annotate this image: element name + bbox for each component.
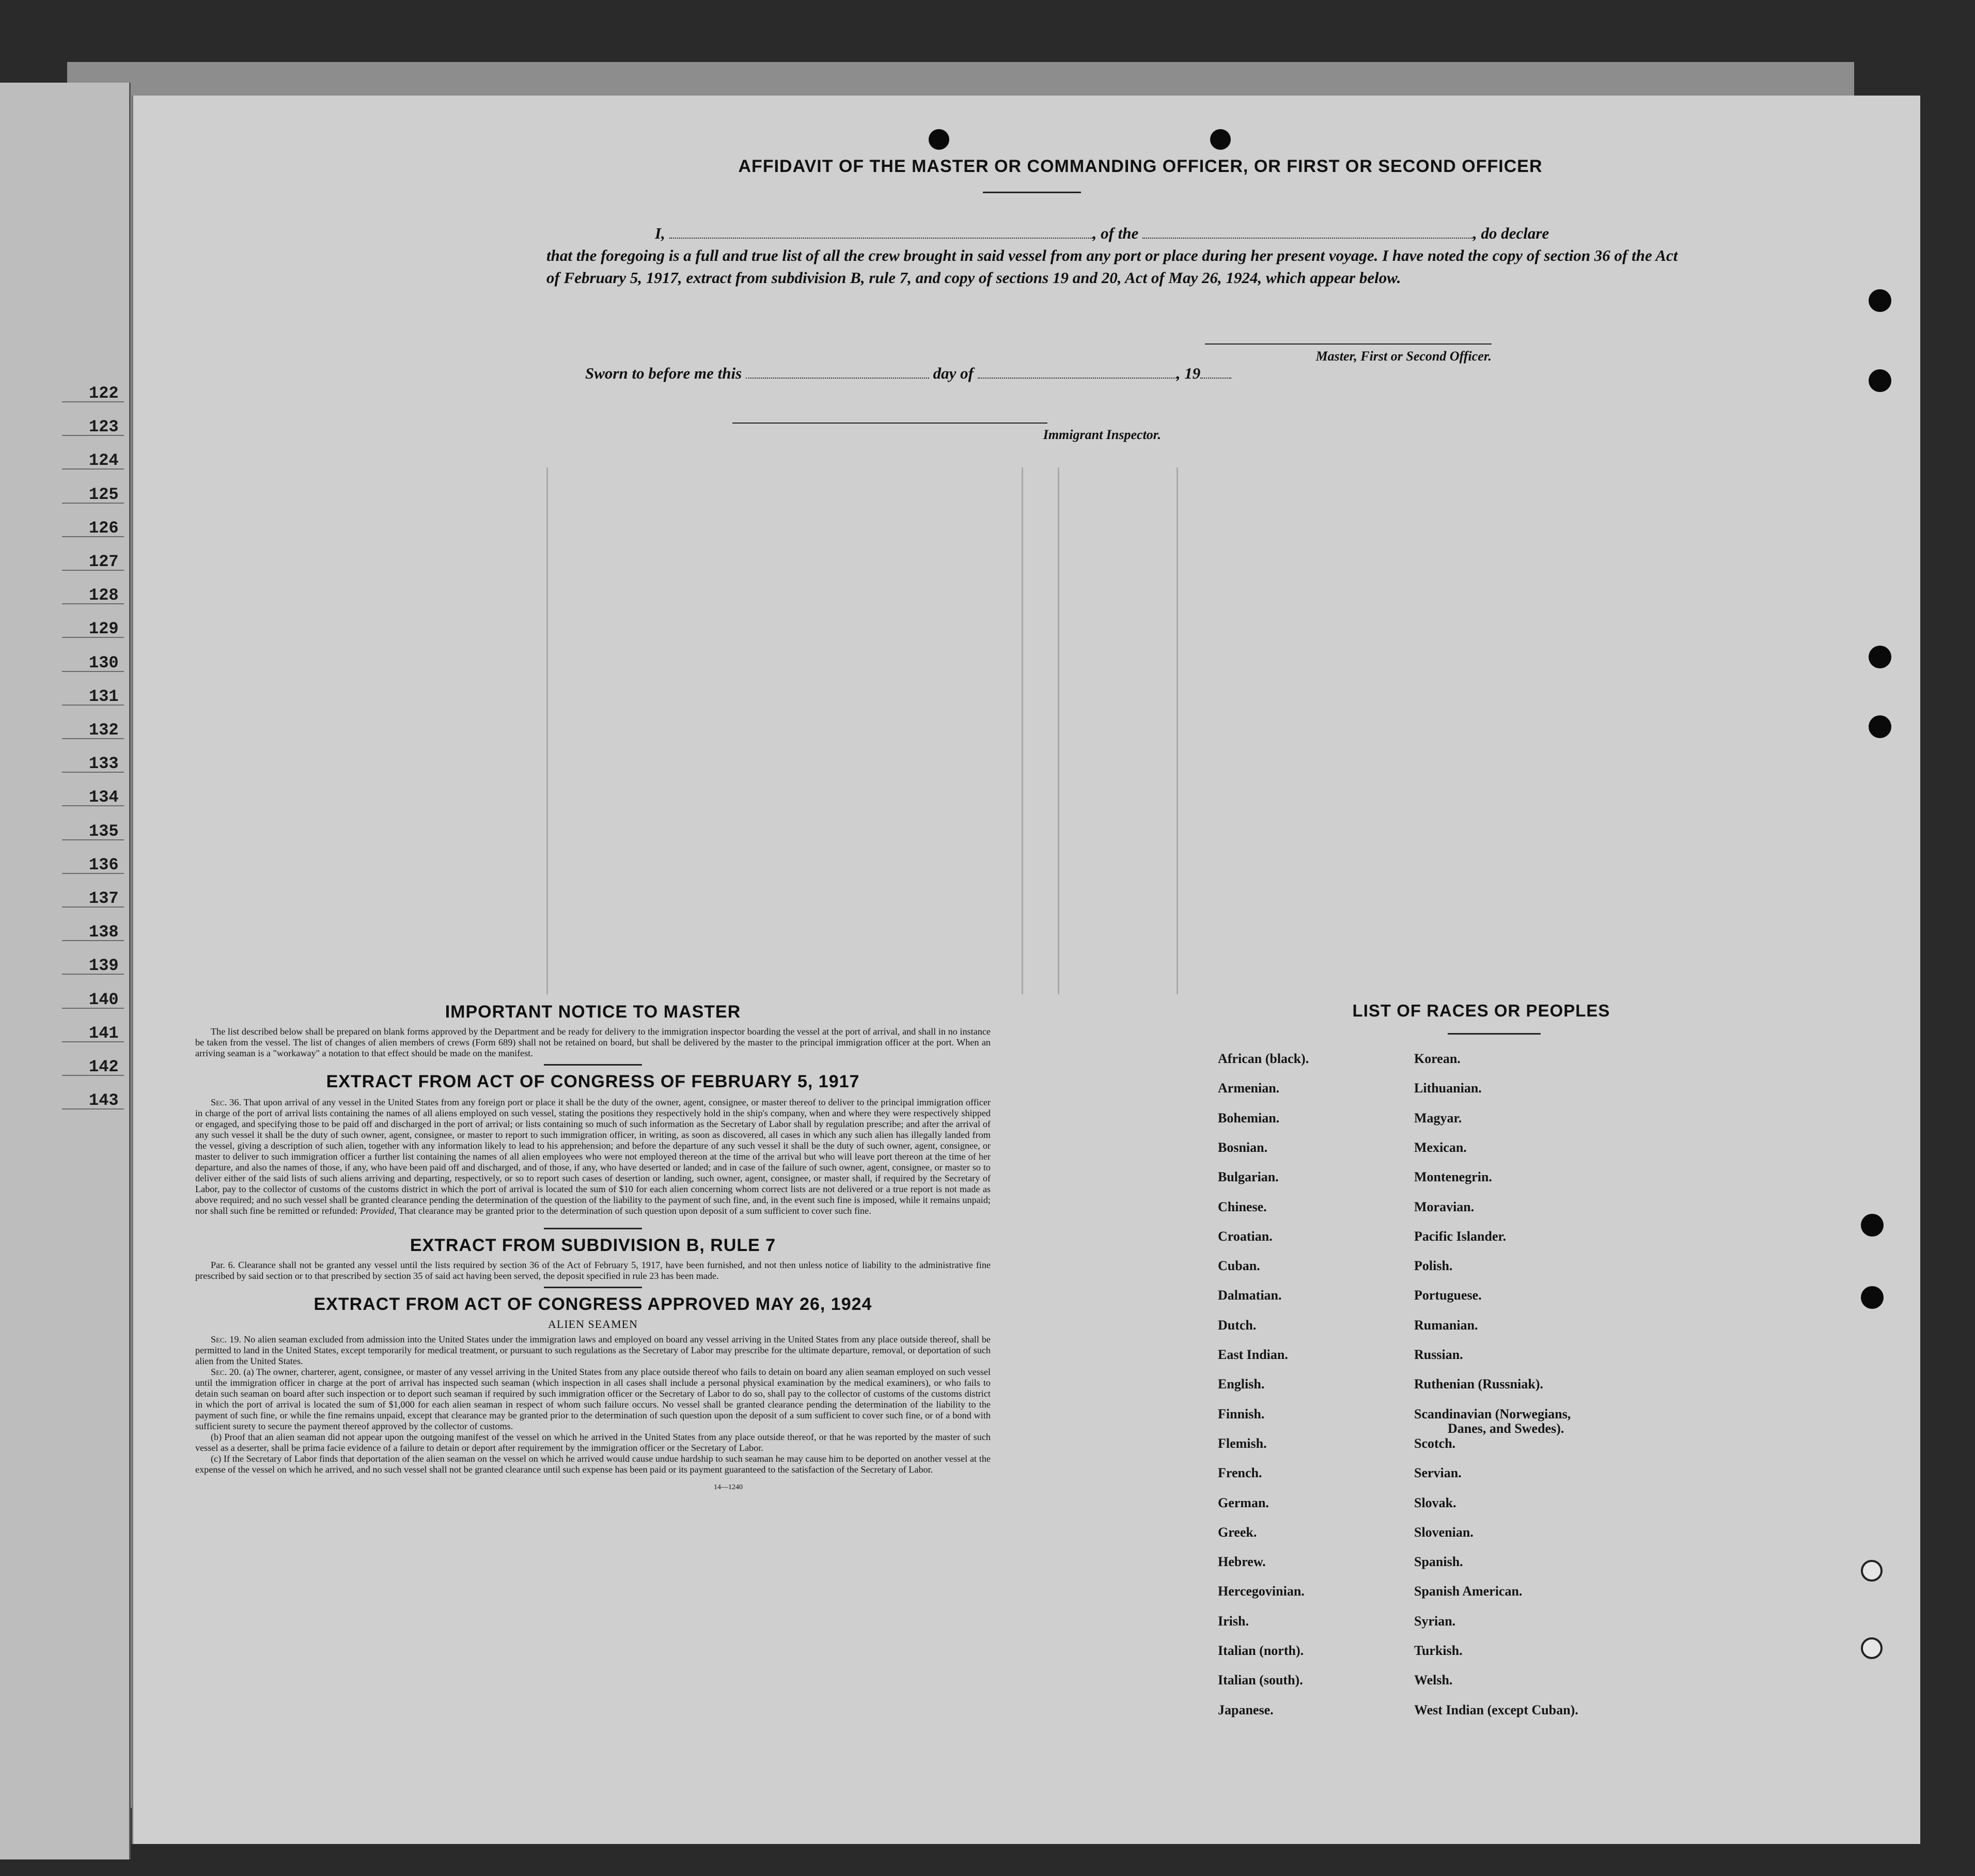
margin-row-number: 134: [89, 788, 119, 807]
race-item: Spanish.: [1414, 1554, 1463, 1570]
race-item: Magyar.: [1414, 1110, 1462, 1125]
sec36-provided: Provided,: [360, 1206, 397, 1216]
race-item: Slovenian.: [1414, 1524, 1474, 1540]
sec36-text: [195, 1097, 991, 1216]
affidavit-declaration: [546, 222, 1693, 289]
race-item: Russian.: [1414, 1347, 1463, 1362]
race-item: Irish.: [1218, 1613, 1249, 1629]
race-item: Danes, and Swedes).: [1448, 1420, 1564, 1436]
notice-section: [195, 1002, 991, 1492]
margin-row-number: 136: [89, 855, 119, 874]
races-title: LIST OF RACES OR PEOPLES: [1352, 1001, 1610, 1020]
margin-row-number: 125: [89, 484, 119, 504]
race-item: Slovak.: [1414, 1495, 1456, 1510]
race-item: Mexican.: [1414, 1139, 1467, 1155]
signer-label: Master, First or Second Officer.: [1315, 349, 1492, 364]
margin-row-number: 142: [89, 1057, 119, 1076]
show-through-rule: [1058, 467, 1059, 994]
margin-row-number: 128: [89, 586, 119, 605]
year-prefix: , 19: [1176, 364, 1201, 382]
race-item: Scandinavian (Norwegians,: [1414, 1406, 1571, 1421]
margin-row-number: 123: [89, 417, 119, 437]
extract3-title: EXTRACT FROM ACT OF CONGRESS APPROVED MAY 26, 1924: [314, 1294, 872, 1314]
race-item: Bohemian.: [1218, 1110, 1280, 1125]
sec20-body: (a) The owner, charterer, agent, consignee, or master of any vessel arriving in the United States from any place outside thereof who fails to detain on board any alien seaman employed on such vessel until the immigration officer in charge at the port of arrival has inspected such seaman (which inspection in all cases shall include a personal physical examination by the medical examiners), or who fails to detain such seaman on board after such inspection or to deport such seaman if required by such immigration officer or the Secretary of Labor to do so, shall pay to the collector of customs of the customs district in which the port of arrival is located the sum of $1,000 for each alien seaman in respect of whom such failure occurs. No vessel shall be granted clearance pending the determination of the liability to the payment of such fine, or while the fine remains unpaid, except that clearance may be granted prior to the determination of such question upon the deposit of a sum sufficient to cover such fine, or of a bond with sufficient surety to secure the payment thereof approved by the collector of customs.: [195, 1367, 991, 1431]
punch-hole: [1861, 1286, 1884, 1309]
race-item: Turkish.: [1414, 1643, 1463, 1658]
sec20-c-text: (c) If the Secretary of Labor finds that deportation of the alien seaman on the vessel on which he arrived would cause undue hardship to such seaman he may cause him to be deported on another vessel at the expense of the vessel on which he arrived, and no such vessel shall not be granted clearance until such expense has been paid or its payment guaranteed to the satisfaction of the Secretary of Labor.: [195, 1453, 991, 1475]
margin-row-number: 135: [89, 821, 119, 841]
sworn-day-blank: [746, 378, 929, 379]
race-item: French.: [1218, 1465, 1262, 1481]
race-item: Polish.: [1414, 1258, 1453, 1274]
sworn-label: Sworn to before me this: [585, 364, 742, 382]
show-through-rule: [1177, 467, 1178, 994]
margin-row-number: 140: [89, 990, 119, 1009]
margin-row-number: 127: [89, 552, 119, 571]
race-item: Rumanian.: [1414, 1317, 1478, 1333]
section-rule: [544, 1287, 642, 1288]
sworn-year-blank: [1200, 378, 1231, 379]
punch-hole: [1861, 1214, 1884, 1237]
show-through-rule: [1022, 467, 1023, 994]
section-rule: [544, 1064, 642, 1066]
punch-hole: [1869, 646, 1891, 668]
margin-row-number: 138: [89, 923, 119, 942]
extract1-title: EXTRACT FROM ACT OF CONGRESS OF FEBRUARY 5, 1917: [326, 1072, 860, 1091]
race-item: Lithuanian.: [1414, 1081, 1482, 1096]
race-item: Portuguese.: [1414, 1288, 1482, 1303]
race-item: German.: [1218, 1495, 1269, 1510]
show-through-rule: [546, 467, 548, 994]
underlying-page-strip: [0, 83, 131, 1859]
title-rule: [983, 192, 1081, 193]
inspector-signature-line: [732, 423, 1047, 424]
race-item: Hercegovinian.: [1218, 1584, 1305, 1599]
sec19-label: Sec. 19.: [211, 1334, 241, 1345]
race-item: African (black).: [1218, 1051, 1309, 1066]
sec36-body: That upon arrival of any vessel in the United States from any foreign port or place it shall be the duty of the owner, agent, consignee, or master thereof to deliver to the principal immigration officer in charge of the port of arrival lists containing the names of all aliens employed on such vessel, stating the positions they respectively hold in the ship's company, when and where they were respectively shipped or engaged, and specifying those to be paid off and discharged in the port of arrival; or lists containing so much of such information as the Secretary of Labor shall by regulation prescribe; and after the arrival of any such vessel it shall be the duty of such owner, agent, consignee, or master to report to such immigration officer, in writing, as soon as discovered, all cases in which any such alien has illegally landed from the vessel, giving a description of such alien, together with any information likely to lead to his apprehension; and before the departure of any such vessel it shall be the duty of such owner, agent, consignee, or master to deliver to such immigration officer a further list containing the names of all alien employees who were not employed thereon at the time of the arrival but who will leave port thereon at the time of her departure, and also the names of those, if any, who have been paid off and discharged, and of those, if any, who have deserted or landed; and in case of the failure of such owner, agent, consignee, or master so to deliver either of the said lists of such aliens arriving and departing, respectively, or so to report such cases of desertion or landing, such owner, agent, consignee, or master shall, if required by the Secretary of Labor, pay to the collector of customs of the customs district in which the port of arrival is located the sum of $10 for each alien concerning whom correct lists are not delivered or a true report is not made as above required; and no such vessel shall be granted clearance pending the determination of the question of the liability to the payment of such fine, and, in the event such fine is imposed, while it remains unpaid; nor shall such fine be remitted or refunded:: [195, 1097, 991, 1216]
signature-line: [1205, 343, 1492, 345]
sec19-body: No alien seaman excluded from admission into the United States under the immigration laws and employed on board any vessel arriving in the United States from any place outside thereof, shall be permitted to land in the United States, except temporarily for medical treatment, or pursuant to such regulations as the Secretary of Labor may prescribe for the ultimate departure, removal, or deportation of such alien from the United States.: [195, 1334, 991, 1366]
master-name-blank: [669, 238, 1093, 239]
margin-row-number: 132: [89, 721, 119, 740]
margin-row-number: 122: [89, 384, 119, 403]
form-sheet: [132, 96, 1920, 1844]
sec20-b-text: (b) Proof that an alien seaman did not appear upon the outgoing manifest of the vessel on which he arrived in the United States from any place outside thereof, or that he was reported by the master of such vessel as a deserter, shall be prima facie evidence of a failure to detain or deport after requirement by the immigration officer or the Secretary of Labor.: [195, 1432, 991, 1453]
race-item: English.: [1218, 1377, 1265, 1392]
vessel-name-blank: [1142, 238, 1473, 239]
sworn-month-blank: [978, 378, 1177, 379]
race-item: Korean.: [1414, 1051, 1461, 1066]
race-item: Moravian.: [1414, 1199, 1475, 1214]
margin-row-number: 131: [89, 686, 119, 706]
form-number: 14—1240: [714, 1483, 743, 1491]
alien-seamen-heading: ALIEN SEAMEN: [548, 1318, 638, 1331]
margin-row-number: 126: [89, 518, 119, 538]
affidavit-title: AFFIDAVIT OF THE MASTER OR COMMANDING OFFICER, OR FIRST OR SECOND OFFICER: [738, 157, 1543, 176]
race-item: Finnish.: [1218, 1406, 1265, 1421]
race-item: Bulgarian.: [1218, 1169, 1279, 1185]
margin-row-number: 137: [89, 889, 119, 908]
punch-hole: [1869, 289, 1891, 312]
race-item: West Indian (except Cuban).: [1414, 1702, 1578, 1717]
races-rule: [1448, 1033, 1541, 1035]
i-label: I,: [655, 224, 665, 242]
punch-hole-empty: [1861, 1560, 1883, 1582]
notice-title: IMPORTANT NOTICE TO MASTER: [445, 1002, 741, 1022]
margin-row-number: 129: [89, 619, 119, 639]
punch-hole-empty: [1861, 1637, 1883, 1659]
race-item: Greek.: [1218, 1524, 1257, 1540]
extract2-title: EXTRACT FROM SUBDIVISION B, RULE 7: [410, 1236, 776, 1255]
affidavit-body: that the foregoing is a full and true list of all the crew brought in said vessel from any port or place during her present voyage. I have noted the copy of section 36 of the Act of February 5, 1917, extract from subdivision B, rule 7, and copy of sections 19 and 20, Act of May 26, 1924, which appear below.: [546, 246, 1678, 287]
margin-row-number: 133: [89, 754, 119, 774]
margin-row-number: 141: [89, 1023, 119, 1043]
race-item: Syrian.: [1414, 1613, 1456, 1629]
sec20-text: [195, 1367, 991, 1432]
sec19-text: [195, 1334, 991, 1367]
sec36-label: Sec. 36.: [211, 1097, 241, 1107]
punch-hole: [929, 129, 949, 150]
race-item: Scotch.: [1414, 1435, 1456, 1451]
race-item: Bosnian.: [1218, 1139, 1268, 1155]
par6-text: Par. 6. Clearance shall not be granted any vessel until the lists required by section 36 of the Act of February 5, 1917, have been furnished, and not then unless notice of liability to the administrative fine prescribed by said section or to that prescribed by section 35 of said act having been served, the deposit specified in rule 23 has been made.: [195, 1260, 991, 1281]
race-item: Spanish American.: [1414, 1584, 1523, 1599]
race-item: Montenegrin.: [1414, 1169, 1492, 1185]
race-item: Pacific Islander.: [1414, 1228, 1507, 1244]
inspector-label: Immigrant Inspector.: [1043, 427, 1161, 442]
race-item: Ruthenian (Russniak).: [1414, 1377, 1543, 1392]
margin-row-number: 130: [89, 653, 119, 673]
race-item: Flemish.: [1218, 1435, 1267, 1451]
do-declare-label: , do declare: [1473, 224, 1549, 242]
race-item: Italian (north).: [1218, 1643, 1304, 1658]
day-of-label: day of: [933, 364, 974, 382]
race-item: Dalmatian.: [1218, 1288, 1282, 1303]
notice-text: The list described below shall be prepared on blank forms approved by the Department and be ready for delivery to the immigration inspector boarding the vessel at the port of arrival, and shall in no instance be taken from the vessel. The list of changes of alien members of crews (Form 689) shall not be retained on board, but shall be delivered by the master to the principal immigration officer at the port. When an arriving seaman is a "workaway" a notation to that effect should be made on the manifest.: [195, 1026, 991, 1058]
sworn-line: [585, 364, 1412, 383]
margin-row-number: 143: [89, 1091, 119, 1111]
margin-row-number: 139: [89, 956, 119, 976]
race-item: Chinese.: [1218, 1199, 1267, 1214]
race-item: Cuban.: [1218, 1258, 1260, 1274]
race-item: Dutch.: [1218, 1317, 1257, 1333]
race-item: Welsh.: [1414, 1672, 1453, 1688]
race-item: Japanese.: [1218, 1702, 1274, 1717]
punch-hole: [1869, 369, 1891, 392]
race-item: Servian.: [1414, 1465, 1462, 1481]
punch-hole: [1210, 129, 1231, 150]
sec36-tail: That clearance may be granted prior to the determination of such question upon deposit of a sum sufficient to cover such fine.: [398, 1206, 871, 1216]
section-rule: [544, 1228, 642, 1229]
race-item: Croatian.: [1218, 1228, 1273, 1244]
sec20-label: Sec. 20.: [211, 1367, 241, 1377]
race-item: Hebrew.: [1218, 1554, 1266, 1570]
margin-row-number: 124: [89, 451, 119, 471]
race-item: Italian (south).: [1218, 1672, 1303, 1688]
of-the-label: , of the: [1092, 224, 1139, 242]
race-item: Armenian.: [1218, 1081, 1280, 1096]
race-item: East Indian.: [1218, 1347, 1288, 1362]
punch-hole: [1869, 715, 1891, 738]
